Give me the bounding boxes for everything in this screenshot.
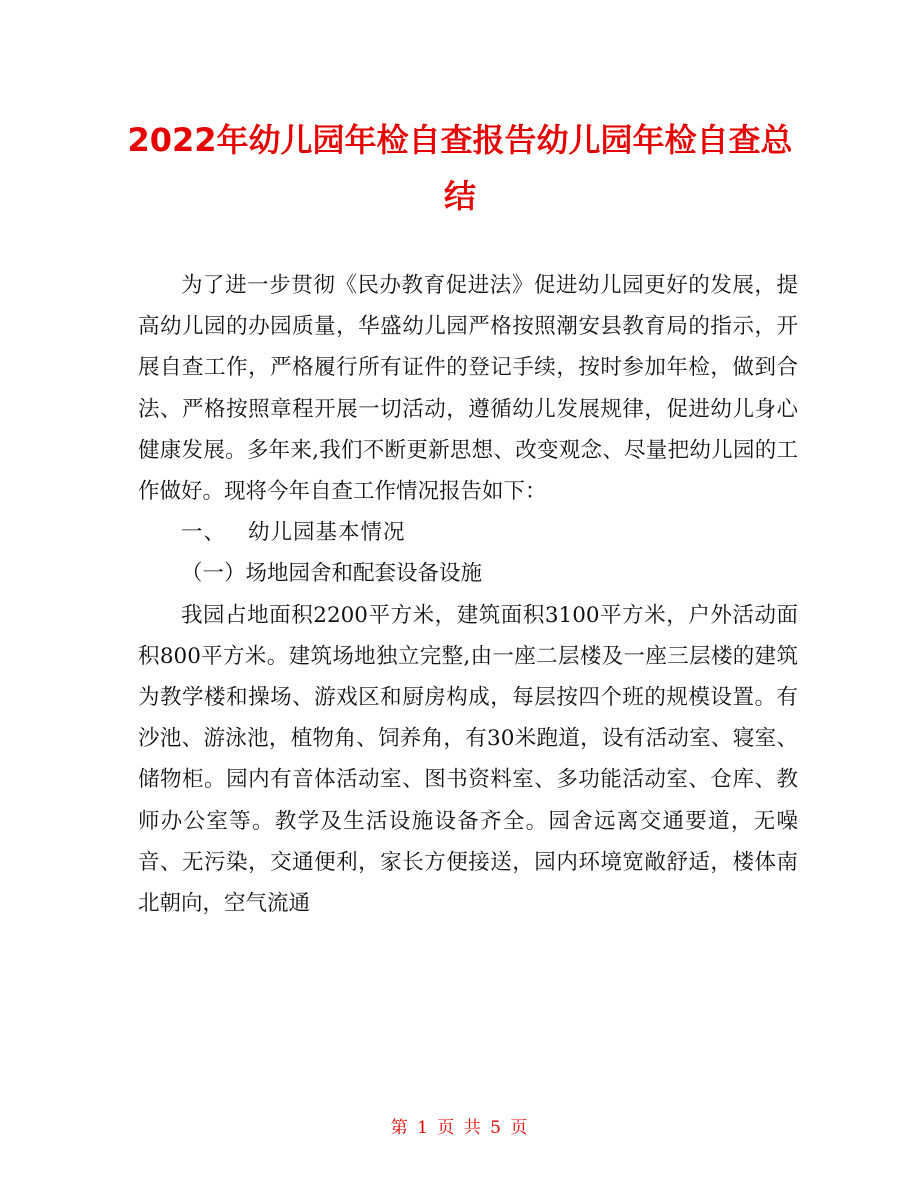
section-title: 幼儿园基本情况 (248, 520, 406, 546)
document-body (138, 265, 798, 924)
page-footer: 第 1 页 共 5 页 (390, 1118, 530, 1138)
section-heading (138, 512, 798, 553)
intro-paragraph: 为了进一步贯彻《民办教育促进法》促进幼儿园更好的发展，提高幼儿园的办园质量，华盛幼儿园严格按照潮安县教育局的指示，开展自查工作，严格履行所有证件的登记手续，按时参加年检，做到合法、严格按照章程开展一切活动，遵循幼儿发展规律，促进幼儿身心健康发展。多年来,我们不断更新思想、改变观念、尽量把幼儿园的工作做好。现将今年自查工作情况报告如下： (138, 273, 798, 505)
facilities-paragraph: 我园占地面积2200平方米，建筑面积3100平方米，户外活动面积800平方米。建筑场地独立完整,由一座二层楼及一座三层楼的建筑为教学楼和操场、游戏区和厨房构成，每层按四个班的规模设置。有沙池、游泳池，植物角、饲养角，有30米跑道，设有活动室、寝室、储物柜。园内有音体活动室、图书资料室、多功能活动室、仓库、教师办公室等。教学及生活设施设备齐全。园舍远离交通要道，无噪音、无污染，交通便利，家长方便接送，园内环境宽敞舒适，楼体南北朝向，空气流通 (138, 602, 798, 917)
subsection-heading: （一）场地园舍和配套设备设施 (181, 561, 483, 587)
section-number: 一、 (181, 520, 227, 546)
document-title: 2022年幼儿园年检自查报告幼儿园年检自查总结 (127, 121, 793, 215)
